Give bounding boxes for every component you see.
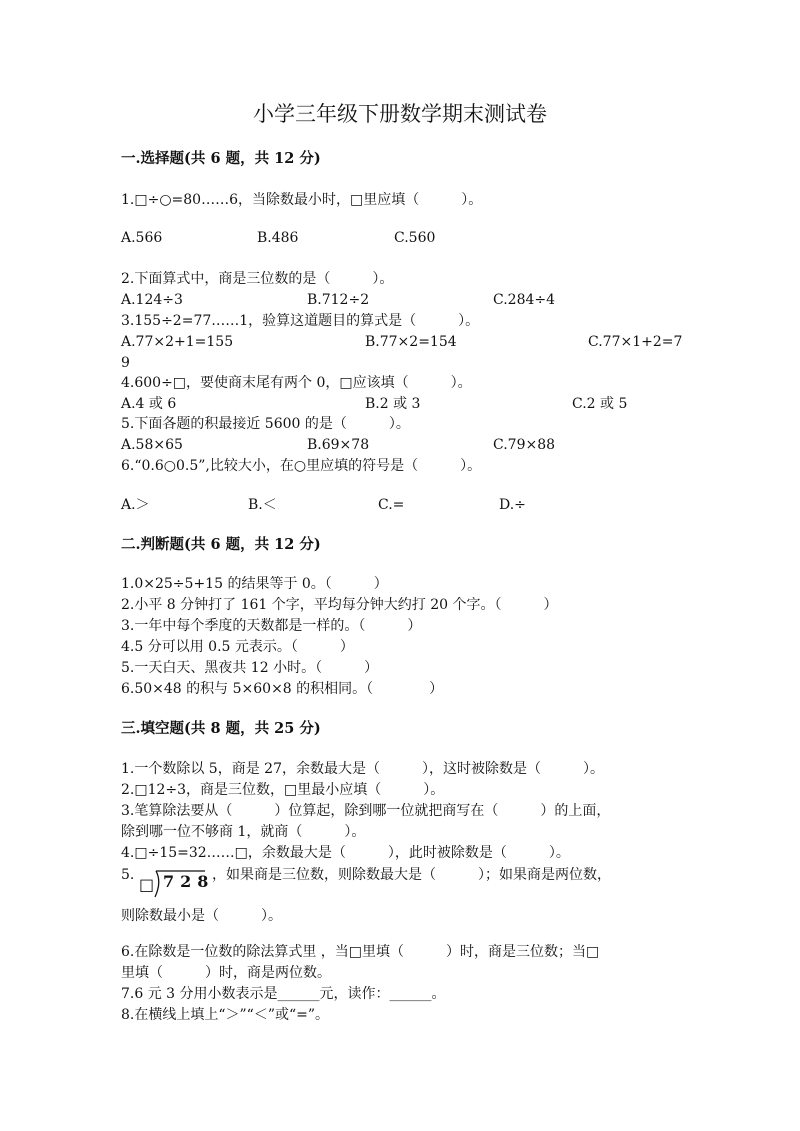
- fill-question-number: 5.: [121, 867, 135, 883]
- choice-question-2: 2.下面算式中，商是三位数的是（ ）。: [121, 271, 394, 287]
- judge-question: 3.一年中每个季度的天数都是一样的。（ ）: [121, 618, 422, 634]
- fill-question: 4.□÷15=32……□，余数最大是（ ），此时被除数是（ ）。: [121, 845, 570, 861]
- choice-option: C.79×88: [493, 437, 556, 453]
- page-title: 小学三年级下册数学期末测试卷: [253, 102, 547, 126]
- long-division-figure: [137, 867, 215, 899]
- fill-question: 7.6 元 3 分用小数表示是______元，读作：______。: [121, 986, 446, 1002]
- judge-question: 5.一天白天、黑夜共 12 小时。（ ）: [121, 660, 379, 676]
- choice-option: D.÷: [499, 497, 526, 513]
- choice-option: C.77×1+2=7: [588, 334, 683, 350]
- fill-question-continued: 里填（ ）时，商是两位数。: [121, 965, 331, 981]
- fill-question: 2.□12÷3，商是三位数，□里最小应填（ ）。: [121, 782, 445, 798]
- choice-option: A.＞: [121, 497, 150, 513]
- fill-question: 3.笔算除法要从（ ）位算起，除到哪一位就把商写在（ ）的上面，: [121, 803, 611, 819]
- choice-option: A.58×65: [121, 437, 183, 453]
- choice-option: A.4 或 6: [121, 396, 177, 412]
- judge-question: 4.5 分可以用 0.5 元表示。（ ）: [121, 639, 354, 655]
- choice-question-5: 5.下面各题的积最接近 5600 的是（ ）。: [121, 416, 410, 432]
- long-division-dividend: 728: [163, 872, 215, 891]
- section-heading-judge: 二.判断题(共 6 题，共 12 分): [121, 536, 321, 553]
- fill-question-continued: 则除数最小是（ ）。: [121, 908, 282, 924]
- choice-option: C.284÷4: [493, 292, 556, 308]
- long-division-divisor: □: [139, 875, 155, 894]
- fill-question: 6.在除数是一位数的除法算式里 ，当□里填（ ）时，商是三位数；当□: [121, 944, 600, 960]
- section-heading-fill: 三.填空题(共 8 题，共 25 分): [121, 720, 321, 737]
- choice-question-4: 4.600÷□，要使商末尾有两个 0，□应该填（ ）。: [121, 375, 472, 391]
- choice-option: A.566: [121, 230, 163, 246]
- fill-question: ，如果商是三位数，则除数最大是（ ）；如果商是两位数，: [212, 867, 611, 883]
- choice-option: A.124÷3: [121, 292, 183, 308]
- choice-option: A.77×2+1=155: [121, 334, 234, 350]
- choice-option: B.＜: [248, 497, 277, 513]
- choice-option: B.2 或 3: [365, 396, 421, 412]
- section-heading-choice: 一.选择题(共 6 题，共 12 分): [121, 150, 321, 167]
- choice-option: C.2 或 5: [572, 396, 628, 412]
- judge-question: 6.50×48 的积与 5×60×8 的积相同。（ ）: [121, 681, 444, 697]
- choice-question-6: 6.“0.6○0.5”,比较大小，在○里应填的符号是（ ）。: [121, 458, 482, 474]
- choice-option-wrap: 9: [121, 355, 130, 371]
- judge-question: 2.小平 8 分钟打了 161 个字，平均每分钟大约打 20 个字。（ ）: [121, 597, 558, 613]
- fill-question-continued: 除到哪一位不够商 1，就商（ ）。: [121, 824, 366, 840]
- choice-question-1: 1.□÷○=80……6，当除数最小时，□里应填（ ）。: [121, 192, 483, 208]
- choice-option: B.712÷2: [307, 292, 370, 308]
- fill-question: 1.一个数除以 5，商是 27，余数最大是（ ），这时被除数是（ ）。: [121, 761, 604, 777]
- fill-question: 8.在横线上填上“＞”“＜”或“=”。: [121, 1007, 330, 1023]
- choice-option: C.560: [394, 230, 436, 246]
- choice-option: B.77×2=154: [365, 334, 457, 350]
- choice-question-3: 3.155÷2=77……1，验算这道题目的算式是（ ）。: [121, 313, 480, 329]
- choice-option: C.=: [378, 497, 405, 513]
- choice-option: B.486: [257, 230, 299, 246]
- choice-option: B.69×78: [307, 437, 370, 453]
- judge-question: 1.0×25÷5+15 的结果等于 0。（ ）: [121, 576, 388, 592]
